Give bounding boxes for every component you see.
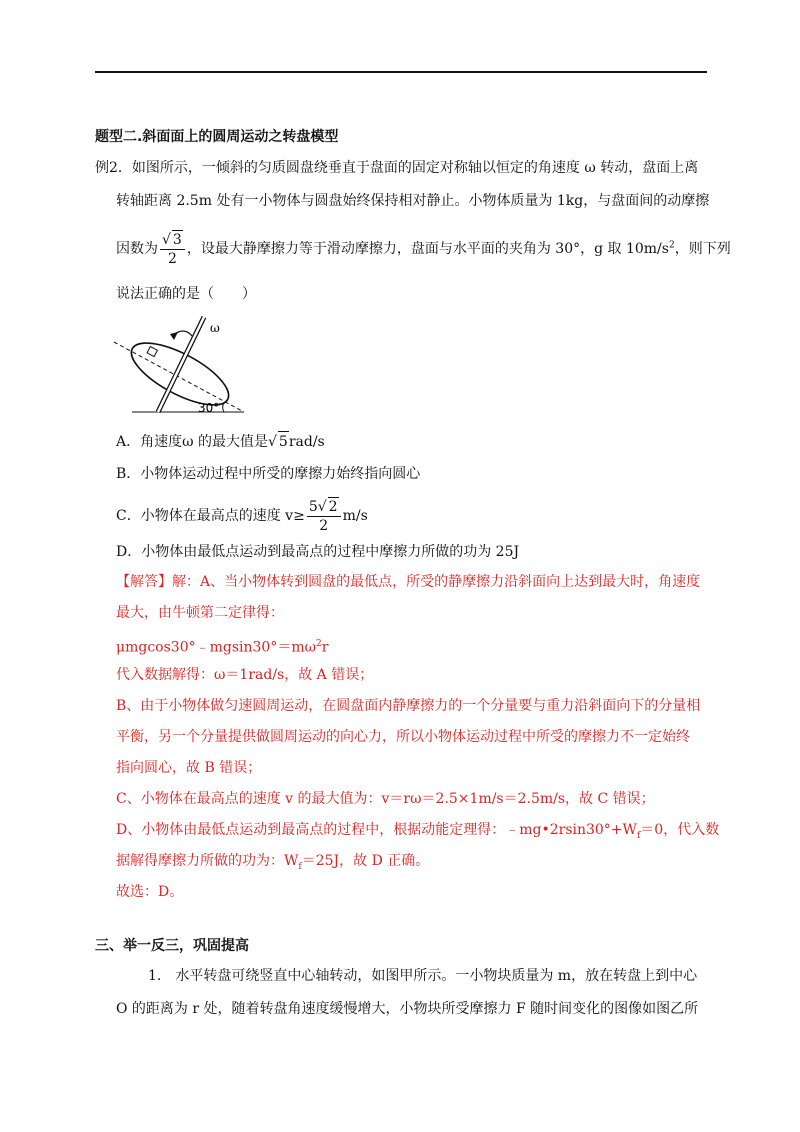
answer-line-8: C、小物体在最高点的速度 v 的最大值为：v＝rω＝2.5×1m/s＝2.5m/s，故 C 错误； (116, 791, 655, 807)
answer-line-11: 故选：D。 (116, 884, 184, 900)
example-line-1: 例2．如图所示，一倾斜的匀质圆盘绕垂直于盘面的固定对称轴以恒定的角速度 ω 转动，盘面上离 (95, 160, 699, 176)
example-line-4: 说法正确的是（ ） (116, 286, 256, 302)
fraction-sqrt3-over-2: $\frac{√ 3}{2}$ (160, 230, 185, 268)
option-b: B．小物体运动过程中所受的摩擦力始终指向圆心 (116, 466, 421, 482)
omega-label: ω (210, 321, 220, 335)
inclined-disk-figure (112, 312, 252, 420)
angle-label: 30° (198, 401, 220, 415)
section-heading: 题型二.斜面面上的圆周运动之转盘模型 (95, 129, 339, 145)
question-1-line-1: 1. 水平转盘可绕竖直中心轴转动，如图甲所示。一小物块质量为 m，放在转盘上到中心 (148, 968, 698, 984)
answer-line-7: 指向圆心，故 B 错误； (116, 760, 262, 776)
section-3-title: 三、举一反三，巩固提高 (95, 938, 249, 954)
answer-line-6: 平衡，另一个分量提供做圆周运动的向心力，所以小物体运动过程中所受的摩擦力不一定始终 (116, 729, 690, 745)
option-c: C．小物体在最高点的速度 v≥ $\frac{5√ 2}{2}$ m/s (116, 499, 368, 534)
example-line-3: 因数为 $\frac{√ 3}{2}$ ，设最大静摩擦力等于滑动摩擦力，盘面与水平面的夹角为 30°，g 取 $10m/s^2$，则下列 (116, 232, 731, 267)
answer-line-1: 【解答】解：A、当小物体转到圆盘的最低点，所受的静摩擦力沿斜面向上达到最大时，角速度 (116, 574, 701, 590)
answer-equation: $\mu mgcos30^\circ﹣mgsin30^\circ=m\omega^2r$ (116, 639, 329, 656)
fraction-5sqrt2-over-2: $\frac{5√ 2}{2}$ (307, 497, 341, 535)
question-1-line-2: O 的距离为 r 处，随着转盘角速度缓慢增大，小物块所受摩擦力 F 随时间变化的图像如图乙所 (116, 1001, 699, 1017)
option-d: D．小物体由最低点运动到最高点的过程中摩擦力所做的功为 25J (116, 544, 520, 560)
answer-line-4: 代入数据解得：ω＝1rad/s，故 A 错误； (116, 667, 374, 683)
option-a: A．角速度ω 的最大值是√ 5rad/s (116, 431, 325, 452)
example-line-2: 转轴距离 2.5m 处有一小物体与圆盘始终保持相对静止。小物体质量为 1kg，与盘面间的动摩擦 (116, 193, 710, 209)
answer-line-10: 据解得摩擦力所做的功为：$W_f=25J$，故 D 正确。 (116, 853, 430, 872)
answer-line-5: B、由于小物体做匀速圆周运动，在圆盘面内静摩擦力的一个分量要与重力沿斜面向下的分量相 (116, 698, 701, 714)
answer-line-2: 最大，由牛顿第二定律得： (116, 605, 284, 621)
header-rule (95, 71, 707, 73)
answer-line-9: D、小物体由最低点运动到最高点的过程中，根据动能定理得：$﹣mg•2rsin30^\circ+W_f=0$，代入数 (116, 822, 720, 841)
